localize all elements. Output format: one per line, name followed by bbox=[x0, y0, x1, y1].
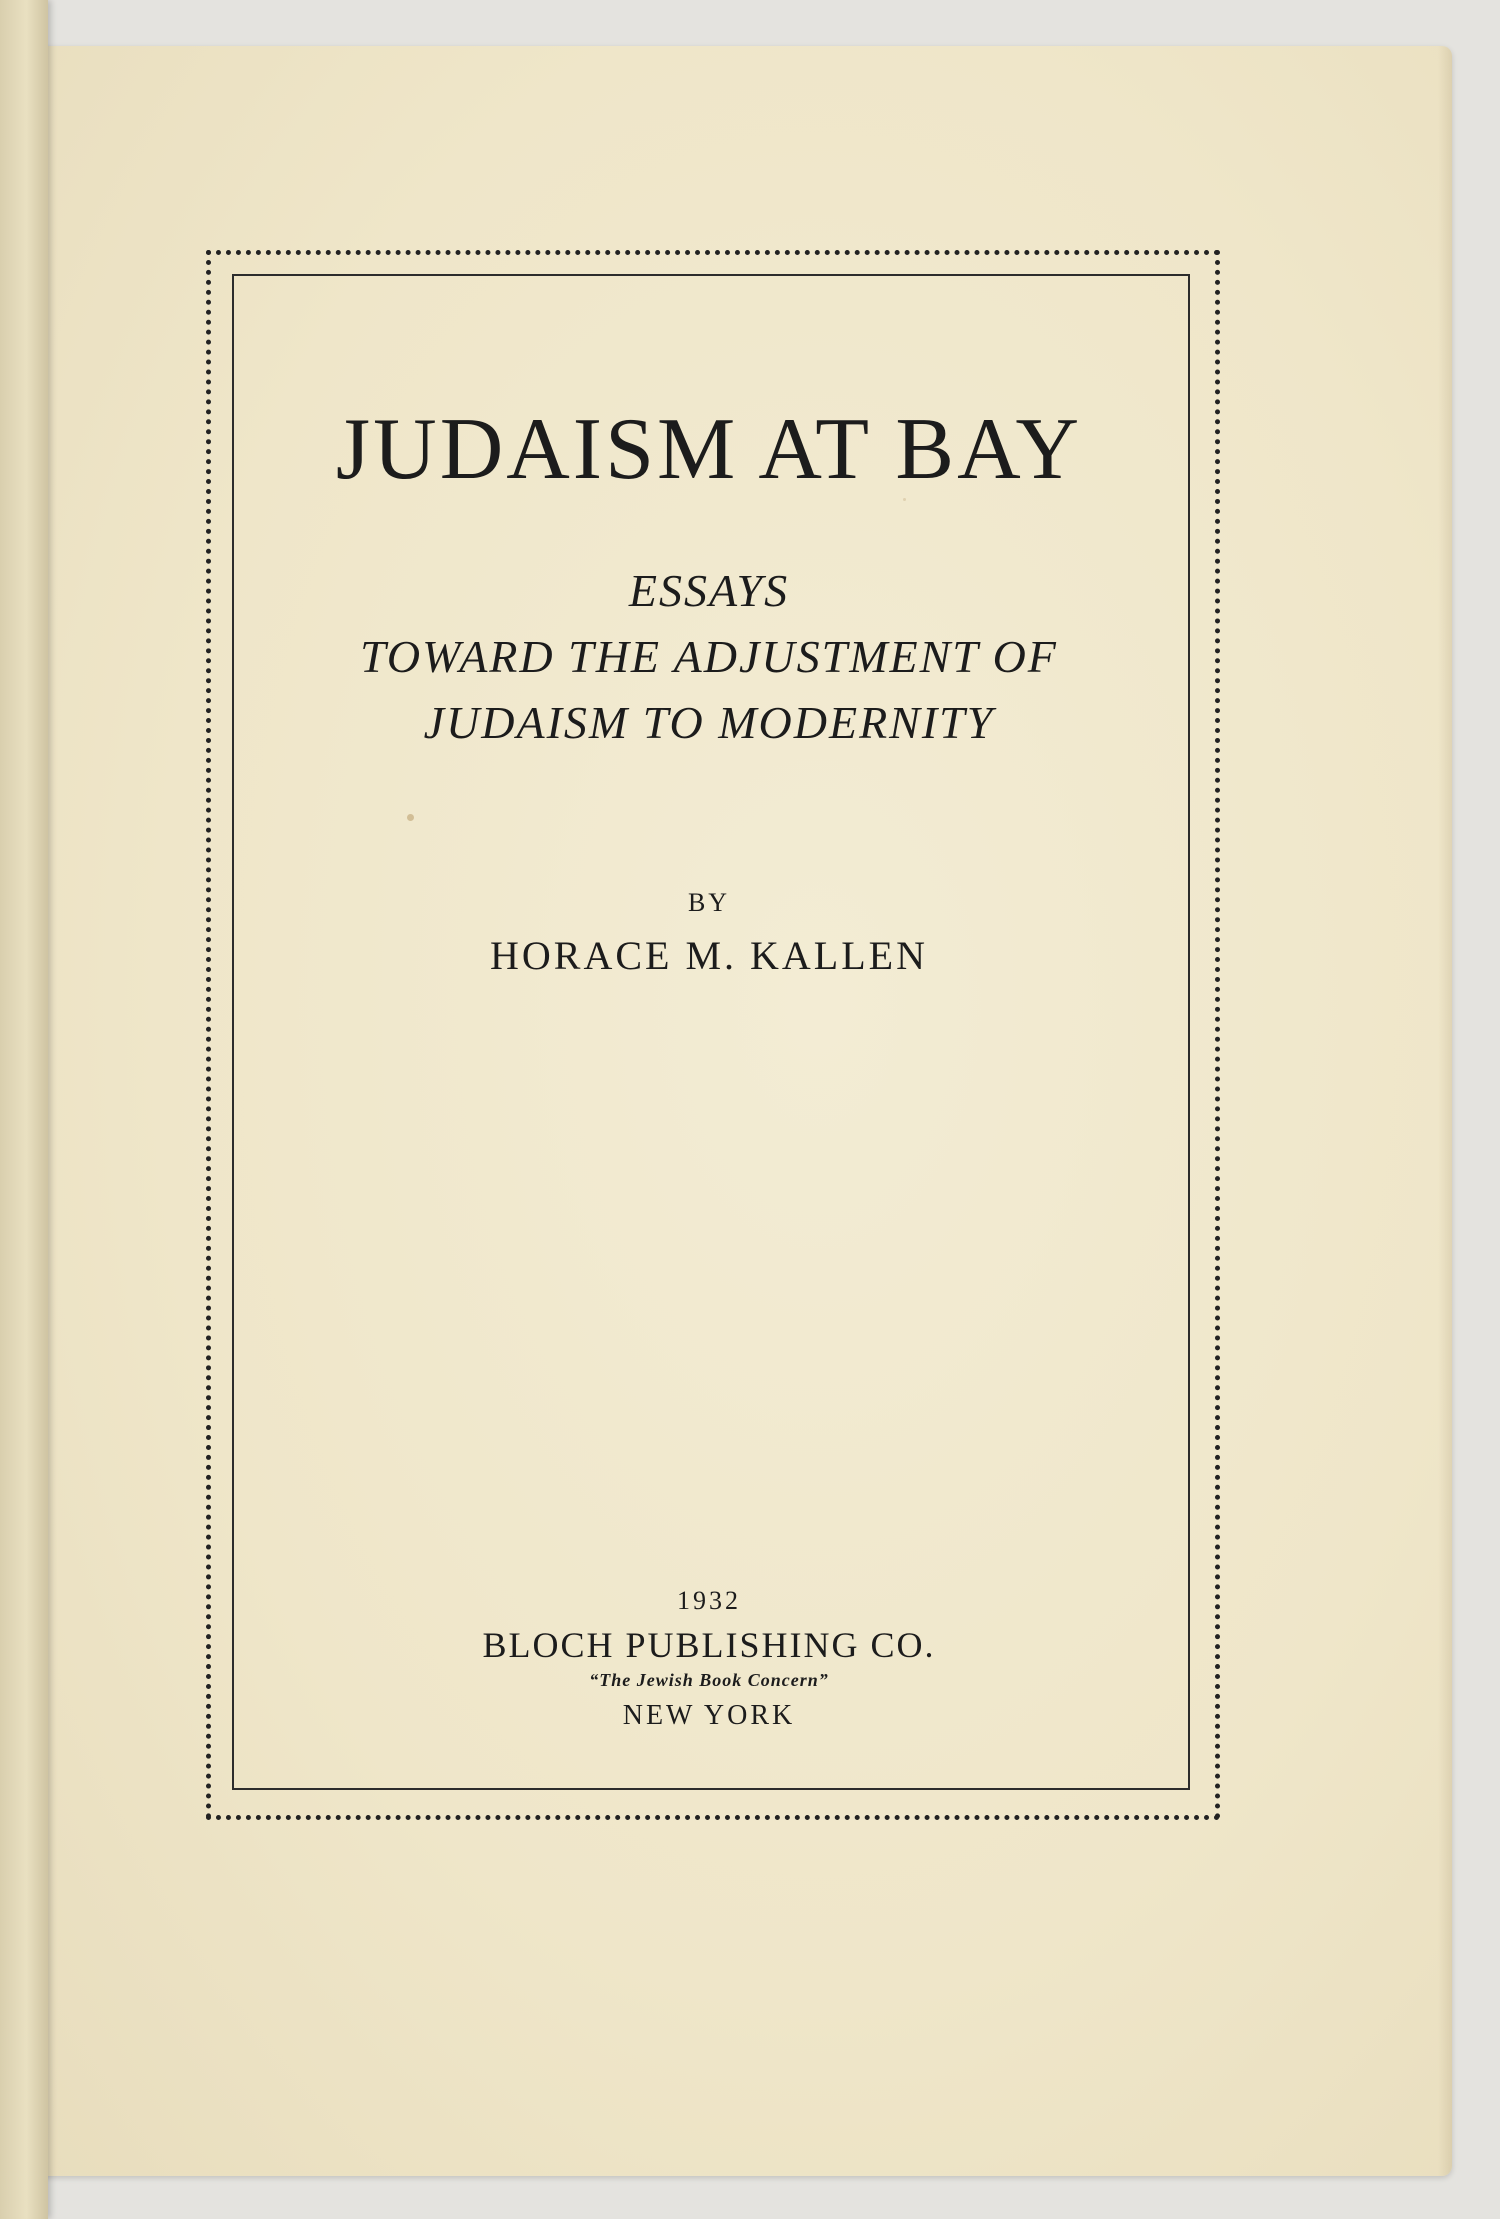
subtitle-line-3: JUDAISM TO MODERNITY bbox=[423, 697, 995, 748]
book-title: JUDAISM AT BAY bbox=[335, 401, 1083, 498]
publication-city: NEW YORK bbox=[622, 1700, 796, 1731]
subtitle-line-2: TOWARD THE ADJUSTMENT OF bbox=[360, 631, 1058, 682]
publisher-name: BLOCH PUBLISHING CO. bbox=[482, 1625, 936, 1665]
book-page bbox=[42, 46, 1452, 2176]
inner-rule-border bbox=[232, 274, 1190, 1790]
facing-page-edge bbox=[0, 0, 48, 2219]
author-name: HORACE M. KALLEN bbox=[490, 933, 928, 978]
byline-label: BY bbox=[687, 888, 731, 917]
page-shadow-edge bbox=[1438, 46, 1452, 2176]
publication-year: 1932 bbox=[677, 1586, 741, 1615]
subtitle-line-1: ESSAYS bbox=[628, 565, 790, 616]
publisher-motto: “The Jewish Book Concern” bbox=[589, 1670, 829, 1690]
